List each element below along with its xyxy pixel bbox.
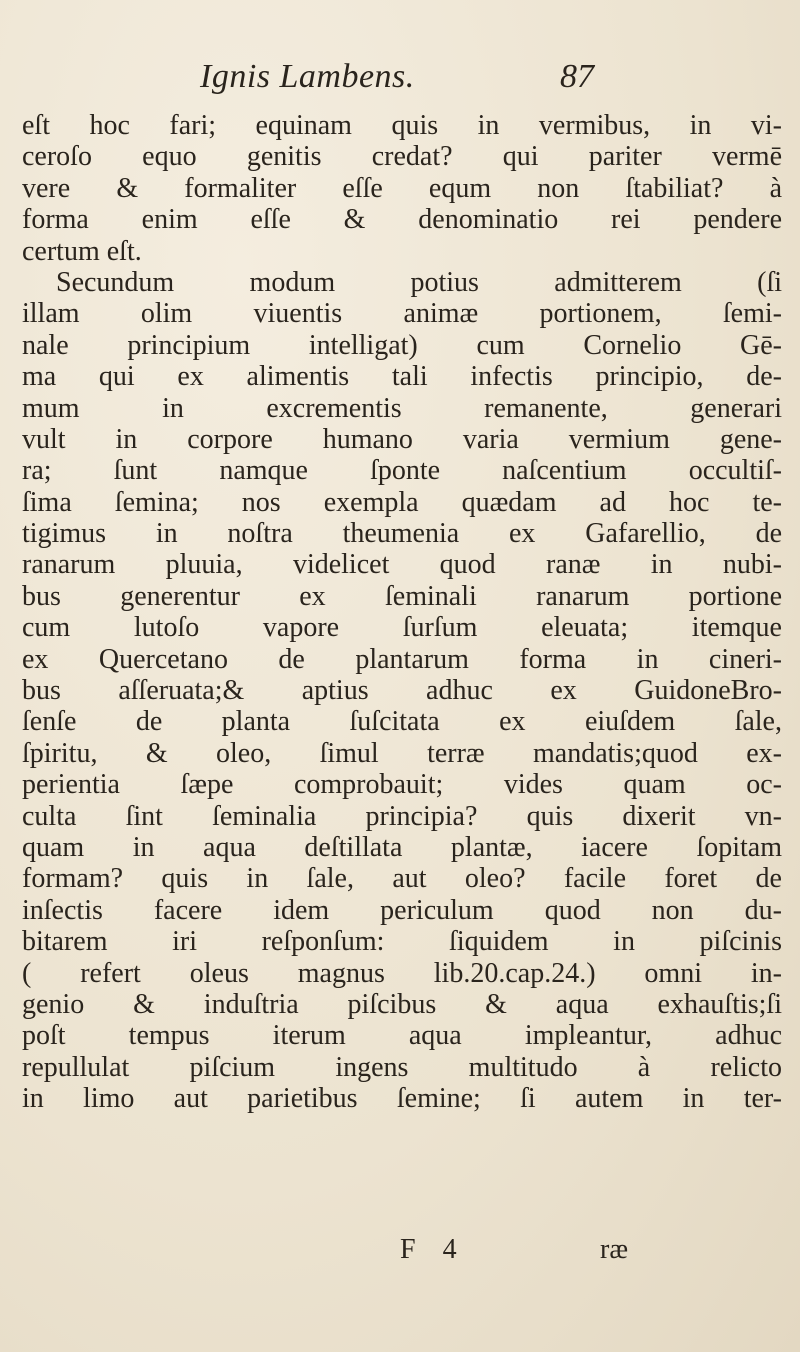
text-line: ra; ſunt namque ſponte naſcentium occultiſ- [22, 455, 782, 487]
text-line: ranarum pluuia, videlicet quod ranæ in nubi- [22, 549, 782, 581]
signature-mark: F 4 [400, 1234, 467, 1265]
text-line: quam in aqua deſtillata plantæ, iacere ſopitam [22, 831, 782, 863]
text-line: cum lutoſo vapore ſurſum eleuata; itemque [22, 612, 782, 644]
text-line: bus generentur ex ſeminali ranarum portione [22, 580, 782, 612]
text-line: inſectis facere idem periculum quod non du- [22, 894, 782, 926]
text-line: ſpiritu, & oleo, ſimul terræ mandatis;quod ex- [22, 737, 782, 769]
running-title: Ignis Lambens. [200, 58, 415, 95]
text-line: eſt hoc fari; equinam quis in vermibus, in vi- [22, 110, 782, 141]
page-footer [0, 1234, 800, 1266]
page-header [0, 58, 800, 108]
text-line: perientia ſæpe comprobauit; vides quam oc- [22, 769, 782, 801]
body-text [22, 110, 782, 1115]
text-line: vult in corpore humano varia vermium gene- [22, 423, 782, 455]
text-line: bitarem iri reſponſum: ſiquidem in piſcinis [22, 926, 782, 958]
text-line: formam? quis in ſale, aut oleo? facile foret de [22, 863, 782, 895]
text-line: in limo aut parietibus ſemine; ſi autem in ter- [22, 1083, 782, 1115]
text-line: ma qui ex alimentis tali infectis principio, de- [22, 361, 782, 393]
catchword: ræ [600, 1234, 628, 1265]
text-line: ſima ſemina; nos exempla quædam ad hoc te- [22, 486, 782, 518]
text-line: vere & formaliter eſſe equm non ſtabiliat? à [22, 172, 782, 204]
page-number: 87 [560, 58, 594, 95]
text-line: tigimus in noſtra theumenia ex Gafarellio, de [22, 518, 782, 550]
text-line: genio & induſtria piſcibus & aqua exhauſtis;ſi [22, 988, 782, 1020]
text-line: culta ſint ſeminalia principia? quis dixerit vn- [22, 800, 782, 832]
text-line: ſenſe de planta ſuſcitata ex eiuſdem ſale, [22, 706, 782, 738]
text-line: Secundum modum potius admitterem (ſi [56, 266, 782, 298]
text-line: certum eſt. [22, 235, 142, 267]
text-line: ceroſo equo genitis credat? qui pariter vermē [22, 141, 782, 173]
text-line: bus aſſeruata;& aptius adhuc ex GuidoneBro- [22, 675, 782, 707]
text-line: repullulat piſcium ingens multitudo à relicto [22, 1051, 782, 1083]
text-line: nale principium intelligat) cum Cornelio Gē- [22, 329, 782, 361]
text-line: ex Quercetano de plantarum forma in cineri- [22, 643, 782, 675]
text-line: poſt tempus iterum aqua impleantur, adhuc [22, 1020, 782, 1052]
text-line: mum in excrementis remanente, generari [22, 392, 782, 424]
text-line: ( refert oleus magnus lib.20.cap.24.) omni in- [22, 957, 782, 989]
text-line: illam olim viuentis animæ portionem, ſemi- [22, 298, 782, 330]
text-line: forma enim eſſe & denominatio rei pendere [22, 204, 782, 236]
